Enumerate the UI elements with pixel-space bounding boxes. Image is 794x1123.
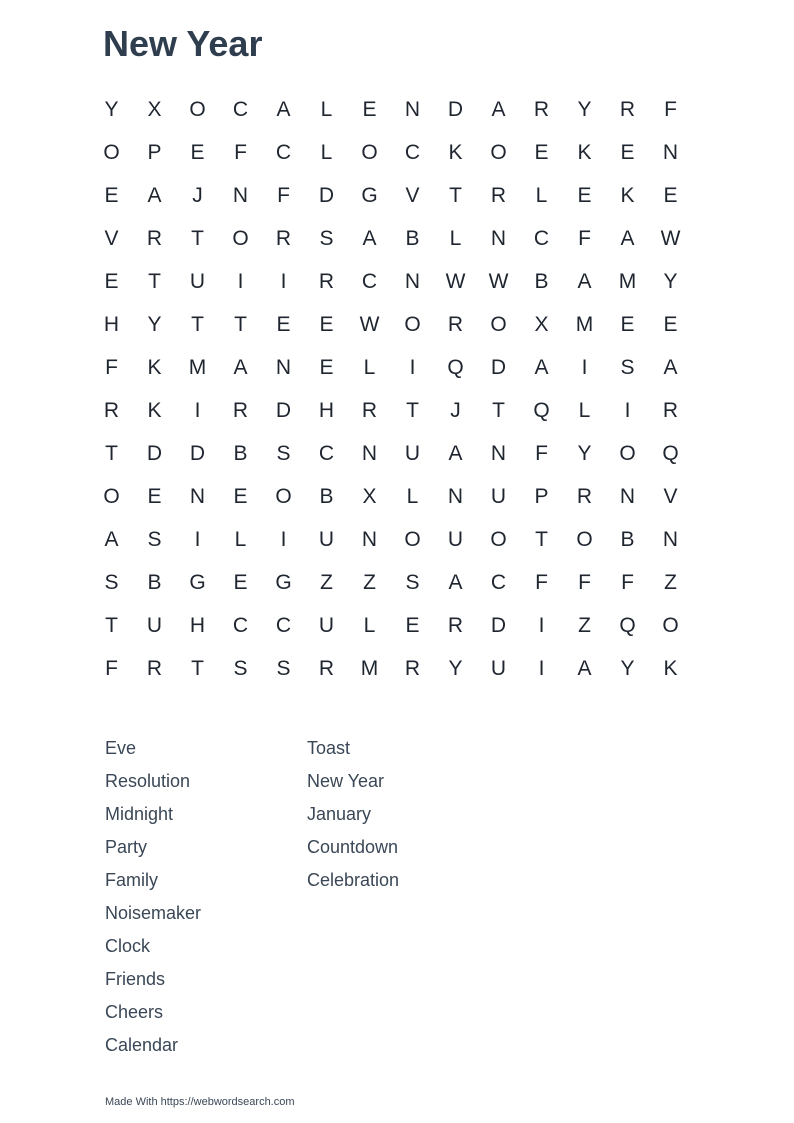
grid-cell[interactable]: O [103,140,120,164]
word-list-column-2 [307,732,507,897]
grid-cell[interactable]: I [538,613,545,637]
grid-cell[interactable]: G [189,570,206,594]
grid-cell[interactable]: R [533,97,550,121]
grid-cell[interactable]: O [619,441,636,465]
word-item: New Year [307,771,385,791]
grid-cell[interactable]: E [577,183,592,207]
grid-cell[interactable]: Z [320,570,333,594]
grid-cell[interactable]: N [662,527,679,551]
grid-cell[interactable]: Y [577,97,592,121]
grid-cell[interactable]: R [361,398,378,422]
grid-cell[interactable]: C [275,140,292,164]
grid-cell[interactable]: C [404,140,421,164]
grid-cell[interactable]: L [578,398,591,422]
grid-cell[interactable]: I [194,527,201,551]
grid-cell[interactable]: A [491,97,506,121]
grid-cell[interactable]: B [620,527,635,551]
grid-cell[interactable]: D [189,441,206,465]
word-item: Eve [105,738,137,758]
grid-cell[interactable]: H [189,613,206,637]
grid-cell[interactable]: D [275,398,292,422]
grid-cell[interactable]: X [362,484,377,508]
grid-cell[interactable]: C [232,613,249,637]
grid-cell[interactable]: B [319,484,334,508]
grid-cell[interactable]: X [147,97,162,121]
grid-cell[interactable]: E [663,183,678,207]
grid-cell[interactable]: N [404,269,421,293]
grid-cell[interactable]: O [490,527,507,551]
word-item: Friends [105,969,166,989]
grid-cell[interactable]: F [277,183,290,207]
grid-cell[interactable]: C [490,570,507,594]
grid-cell[interactable]: B [534,269,549,293]
grid-cell[interactable]: K [147,355,162,379]
word-item: Party [105,837,148,857]
grid-cell[interactable]: A [620,226,635,250]
grid-cell[interactable]: T [449,183,462,207]
grid-cell[interactable]: I [237,269,244,293]
word-item: Celebration [307,870,400,890]
grid-cell[interactable]: E [405,613,420,637]
grid-cell[interactable]: L [320,97,333,121]
grid-cell[interactable]: P [534,484,549,508]
grid-cell[interactable]: A [448,570,463,594]
grid-cell[interactable]: E [620,140,635,164]
grid-cell[interactable]: R [318,269,335,293]
grid-cell[interactable]: W [359,312,380,336]
grid-cell[interactable]: T [191,226,204,250]
grid-cell[interactable]: C [361,269,378,293]
grid-cell[interactable]: C [318,441,335,465]
grid-cell[interactable]: N [490,441,507,465]
grid-cell[interactable]: N [189,484,206,508]
grid-cell[interactable]: Q [619,613,636,637]
word-item: Resolution [105,771,191,791]
grid-cell[interactable]: I [538,656,545,680]
grid-cell[interactable]: Y [448,656,463,680]
grid-cell[interactable]: N [619,484,636,508]
grid-cell[interactable]: A [233,355,248,379]
grid-cell[interactable]: E [233,570,248,594]
grid-cell[interactable]: R [232,398,249,422]
grid-cell[interactable]: I [624,398,631,422]
grid-cell[interactable]: T [148,269,161,293]
word-item: Calendar [105,1035,179,1055]
grid-cell[interactable]: C [533,226,550,250]
grid-cell[interactable]: U [447,527,464,551]
grid-cell[interactable]: E [147,484,162,508]
grid-cell[interactable]: G [275,570,292,594]
grid-cell[interactable]: N [404,97,421,121]
grid-cell[interactable]: F [105,355,118,379]
word-item: Cheers [105,1002,164,1022]
grid-cell[interactable]: Y [577,441,592,465]
grid-cell[interactable]: T [234,312,247,336]
word-item: Midnight [105,804,174,824]
grid-cell[interactable]: P [147,140,162,164]
grid-cell[interactable]: R [318,656,335,680]
grid-cell[interactable]: N [361,527,378,551]
grid-cell[interactable]: V [104,226,119,250]
grid-cell[interactable]: M [360,656,379,680]
grid-cell[interactable]: J [450,398,461,422]
grid-cell[interactable]: L [363,613,376,637]
grid-cell[interactable]: R [619,97,636,121]
grid-cell[interactable]: D [318,183,335,207]
grid-cell[interactable]: F [105,656,118,680]
grid-cell[interactable]: E [362,97,377,121]
grid-cell[interactable]: U [318,613,335,637]
grid-cell[interactable]: H [318,398,335,422]
grid-cell[interactable]: A [276,97,291,121]
grid-cell[interactable]: Z [363,570,376,594]
grid-cell[interactable]: O [404,527,421,551]
grid-cell[interactable]: Q [533,398,550,422]
word-item: Countdown [307,837,399,857]
grid-cell[interactable]: A [534,355,549,379]
grid-cell[interactable]: Y [147,312,162,336]
grid-cell[interactable]: N [275,355,292,379]
grid-cell[interactable]: Y [104,97,119,121]
grid-cell[interactable]: F [535,570,548,594]
grid-cell[interactable]: E [104,183,119,207]
grid-cell[interactable]: D [146,441,163,465]
grid-cell[interactable]: O [189,97,206,121]
grid-cell[interactable]: R [447,613,464,637]
grid-cell[interactable]: F [621,570,634,594]
grid-cell[interactable]: A [362,226,377,250]
grid-cell[interactable]: S [233,656,248,680]
word-item: Toast [307,738,351,758]
grid-cell[interactable]: Q [447,355,464,379]
grid-cell[interactable]: K [577,140,592,164]
grid-cell[interactable]: D [490,613,507,637]
grid-cell[interactable]: U [490,484,507,508]
grid-cell[interactable]: K [620,183,635,207]
word-item: Family [105,870,158,890]
grid-cell[interactable]: E [276,312,291,336]
grid-cell[interactable]: Y [620,656,635,680]
grid-cell[interactable]: F [535,441,548,465]
grid-cell[interactable]: O [275,484,292,508]
grid-cell[interactable]: C [232,97,249,121]
grid-cell[interactable]: R [103,398,120,422]
grid-cell[interactable]: T [492,398,505,422]
grid-cell[interactable]: F [234,140,247,164]
grid-cell[interactable]: I [409,355,416,379]
grid-cell[interactable]: T [191,312,204,336]
grid-cell[interactable]: E [620,312,635,336]
grid-cell[interactable]: U [490,656,507,680]
grid-cell[interactable]: E [319,312,334,336]
grid-cell[interactable]: O [404,312,421,336]
grid-cell[interactable]: L [449,226,462,250]
grid-cell[interactable]: O [662,613,679,637]
grid-cell[interactable]: T [105,441,118,465]
grid-cell[interactable]: S [104,570,119,594]
grid-cell[interactable]: A [147,183,162,207]
grid-cell[interactable]: V [405,183,420,207]
grid-cell[interactable]: F [578,570,591,594]
grid-cell[interactable]: R [490,183,507,207]
grid-cell[interactable]: K [448,140,463,164]
grid-cell[interactable]: O [490,140,507,164]
grid-cell[interactable]: E [104,269,119,293]
grid-cell[interactable]: A [577,656,592,680]
grid-cell[interactable]: O [232,226,249,250]
grid-cell[interactable]: I [581,355,588,379]
grid-cell[interactable]: W [488,269,509,293]
grid-cell[interactable]: O [103,484,120,508]
grid-cell[interactable]: I [194,398,201,422]
grid-cell[interactable]: H [103,312,120,336]
grid-cell[interactable]: X [534,312,549,336]
puzzle-title: New Year [103,23,263,64]
grid-cell[interactable]: U [189,269,206,293]
grid-cell[interactable]: S [405,570,420,594]
grid-cell[interactable]: Z [578,613,591,637]
grid-cell[interactable]: B [405,226,420,250]
grid-cell[interactable]: T [535,527,548,551]
grid-cell[interactable]: U [318,527,335,551]
grid-cell[interactable]: O [361,140,378,164]
grid-cell[interactable]: I [280,269,287,293]
grid-cell[interactable]: J [192,183,203,207]
grid-cell[interactable]: Q [662,441,679,465]
grid-cell[interactable]: W [445,269,466,293]
grid-cell[interactable]: S [147,527,162,551]
grid-cell[interactable]: L [363,355,376,379]
grid-cell[interactable]: R [662,398,679,422]
grid-cell[interactable]: E [663,312,678,336]
grid-cell[interactable]: L [320,140,333,164]
grid-cell[interactable]: A [448,441,463,465]
grid-cell[interactable]: S [276,441,291,465]
grid-cell[interactable]: D [490,355,507,379]
grid-cell[interactable]: M [188,355,207,379]
grid-cell[interactable]: M [575,312,594,336]
grid-cell[interactable]: L [535,183,548,207]
grid-cell[interactable]: E [534,140,549,164]
grid-cell[interactable]: D [447,97,464,121]
grid-cell[interactable]: B [233,441,248,465]
word-list-column-1 [105,732,305,1062]
grid-cell[interactable]: E [319,355,334,379]
grid-cell[interactable]: A [663,355,678,379]
grid-cell[interactable]: V [663,484,678,508]
word-item: January [307,804,372,824]
grid-cell[interactable]: R [447,312,464,336]
word-item: Clock [105,936,151,956]
grid-cell[interactable]: N [447,484,464,508]
grid-cell[interactable]: R [576,484,593,508]
grid-cell[interactable]: F [664,97,677,121]
grid-cell[interactable]: C [275,613,292,637]
grid-cell[interactable]: K [147,398,162,422]
grid-cell[interactable]: W [660,226,681,250]
grid-cell[interactable]: T [406,398,419,422]
letter-grid [90,88,692,690]
grid-cell[interactable]: N [662,140,679,164]
grid-cell[interactable]: R [404,656,421,680]
grid-cell[interactable]: M [618,269,637,293]
grid-cell[interactable]: Y [663,269,678,293]
grid-cell[interactable]: L [406,484,419,508]
grid-cell[interactable]: S [319,226,334,250]
grid-cell[interactable]: K [663,656,678,680]
grid-cell[interactable]: U [404,441,421,465]
grid-cell[interactable]: E [190,140,205,164]
grid-cell[interactable]: E [233,484,248,508]
grid-cell[interactable]: A [577,269,592,293]
word-item: Noisemaker [105,903,202,923]
grid-cell[interactable]: U [146,613,163,637]
grid-cell[interactable]: F [578,226,591,250]
grid-cell[interactable]: A [104,527,119,551]
grid-cell[interactable]: S [620,355,635,379]
grid-cell[interactable]: N [361,441,378,465]
grid-cell[interactable]: S [276,656,291,680]
grid-cell[interactable]: Z [664,570,677,594]
grid-cell[interactable]: N [490,226,507,250]
grid-cell[interactable]: L [234,527,247,551]
grid-cell[interactable]: O [490,312,507,336]
grid-cell[interactable]: B [147,570,162,594]
grid-cell[interactable]: G [361,183,378,207]
grid-cell[interactable]: N [232,183,249,207]
grid-cell[interactable]: R [146,226,163,250]
grid-cell[interactable]: R [146,656,163,680]
footer-credit: Made With https://webwordsearch.com [105,1096,295,1108]
grid-cell[interactable]: T [191,656,204,680]
grid-cell[interactable]: R [275,226,292,250]
grid-cell[interactable]: I [280,527,287,551]
grid-cell[interactable]: T [105,613,118,637]
grid-cell[interactable]: O [576,527,593,551]
